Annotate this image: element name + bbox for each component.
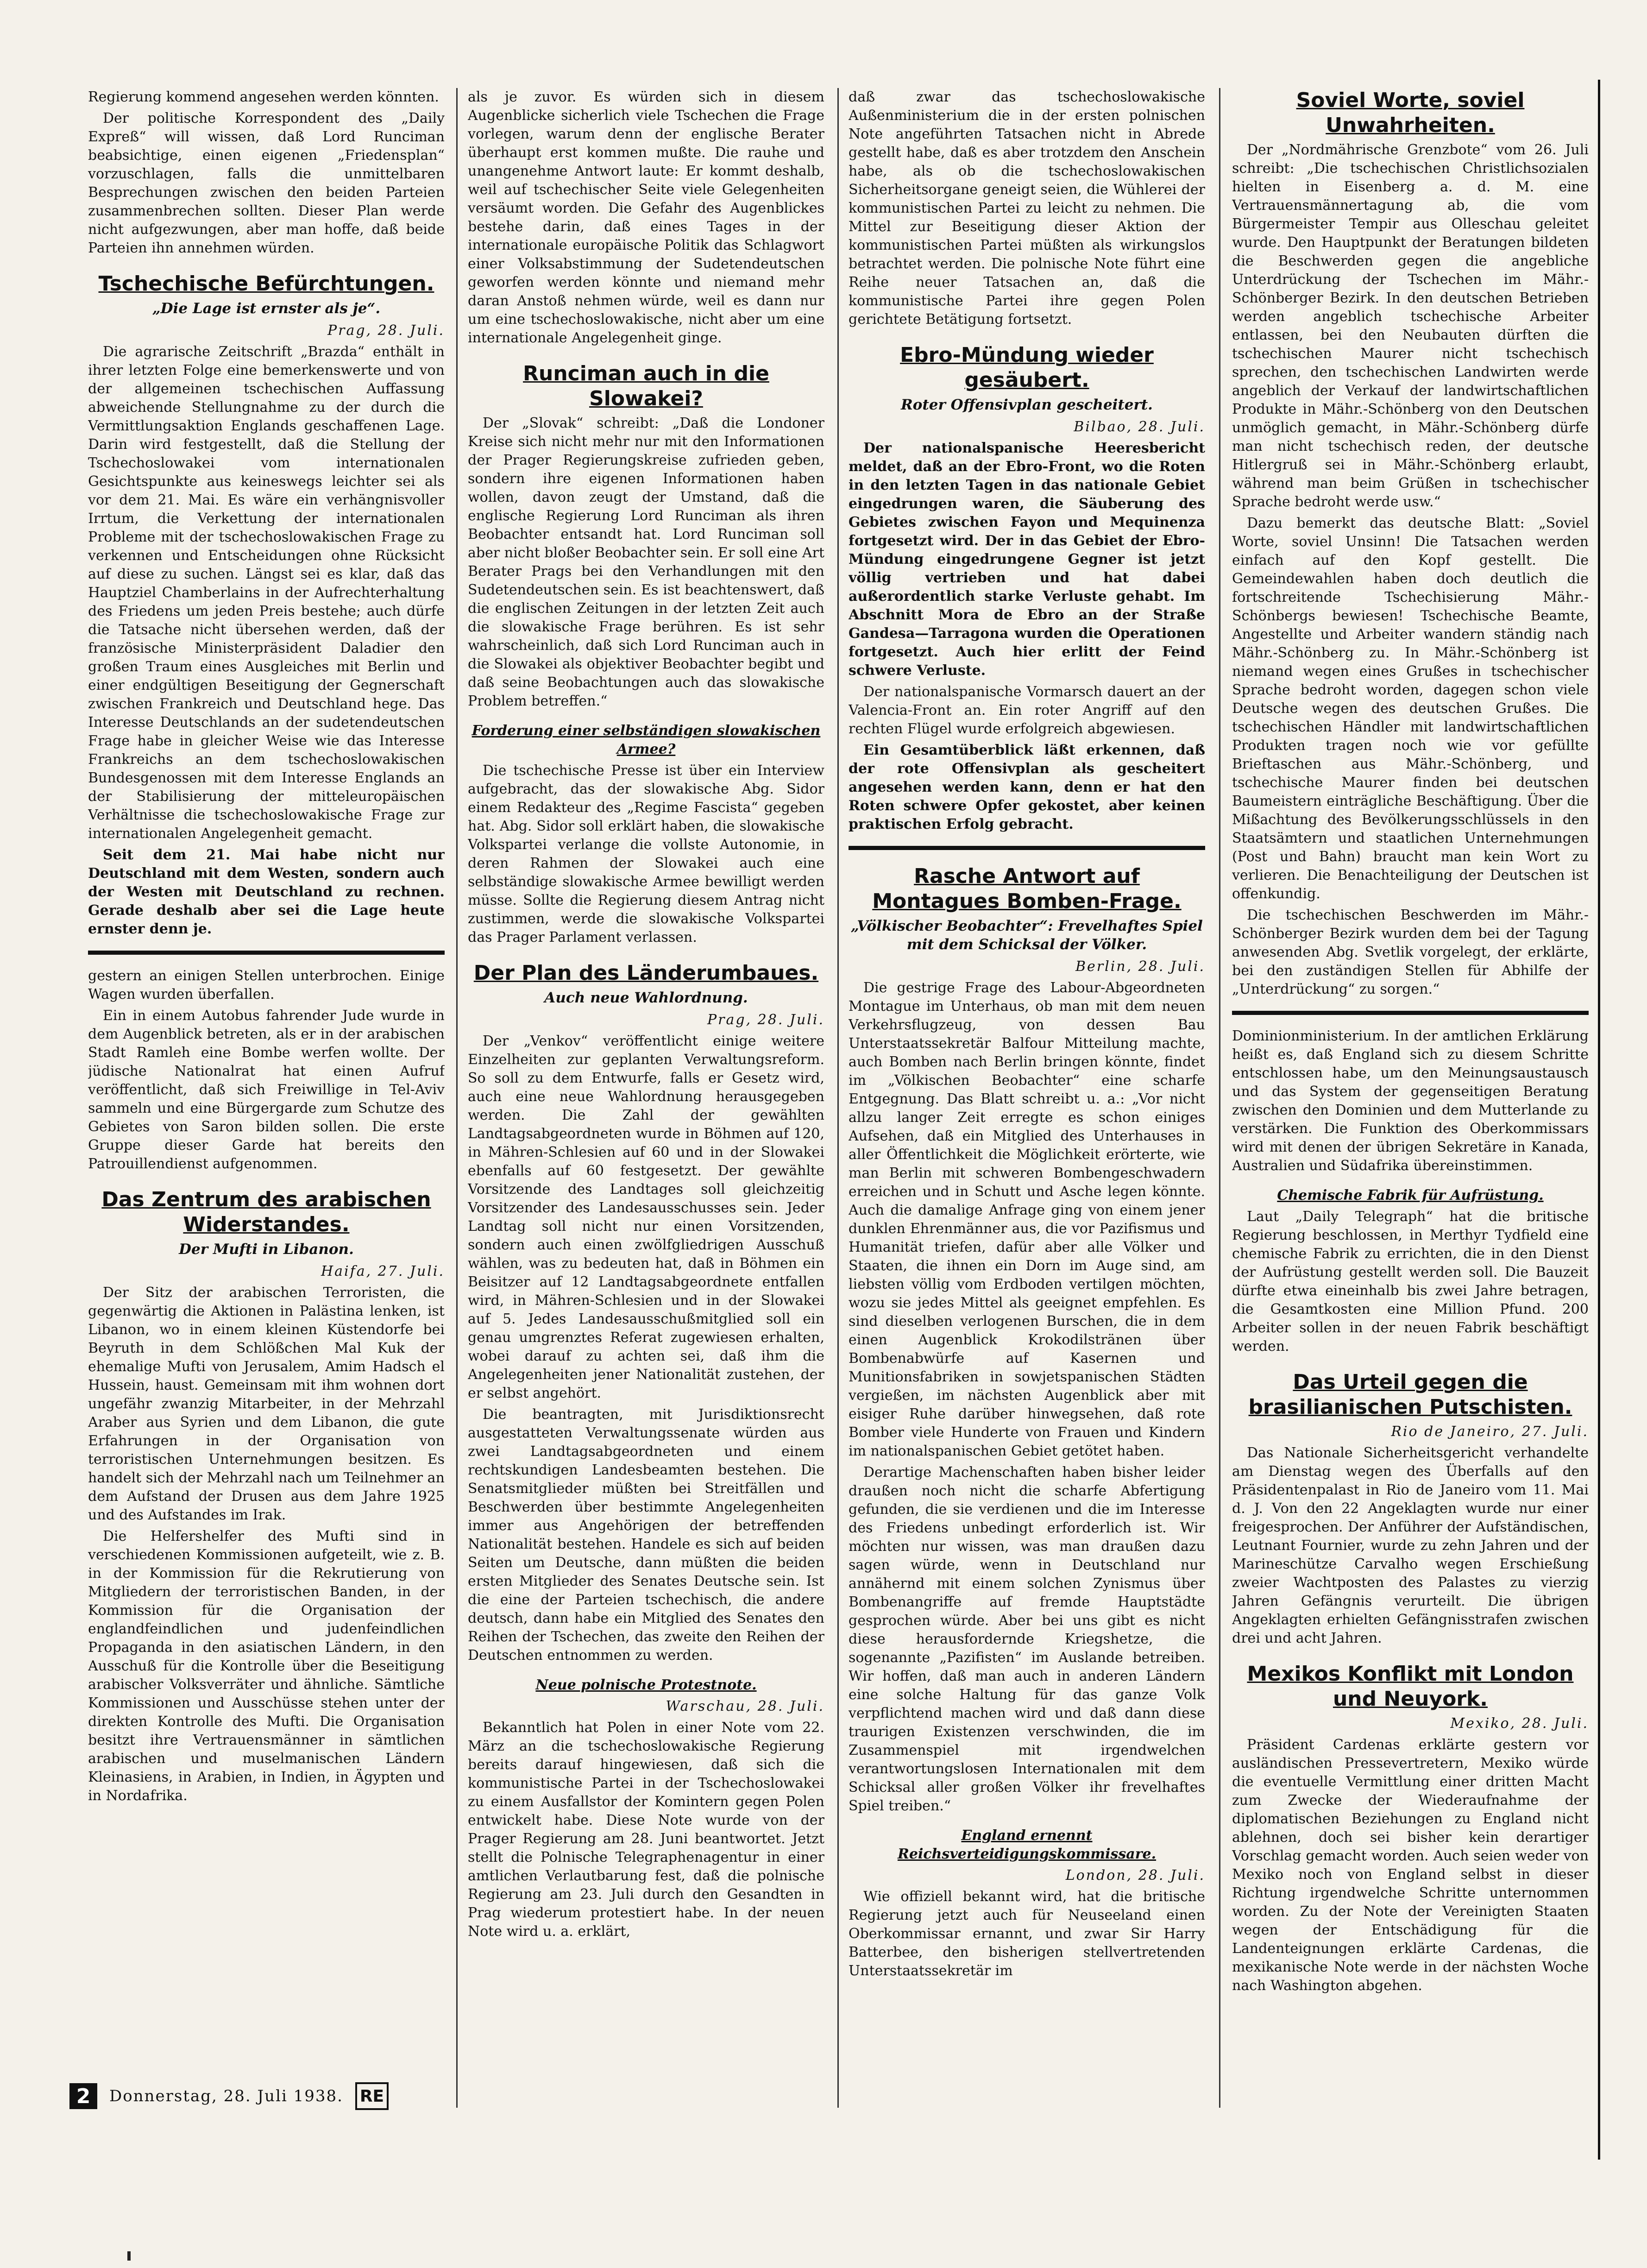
headline-ebro: Ebro-Mündung wieder gesäubert. bbox=[900, 343, 1154, 392]
page-number: 2 bbox=[69, 2083, 97, 2109]
subheadline: Chemische Fabrik für Aufrüstung. bbox=[1277, 1187, 1544, 1203]
headline-montague: Rasche Antwort auf Montagues Bomben-Frage. bbox=[872, 864, 1182, 913]
article-text: gestern an einigen Stellen unterbrochen. Einige Wagen wurden überfallen. bbox=[88, 968, 445, 1002]
article-text: Der „Venkov“ veröffentlicht einige weitere Einzelheiten zur geplanten Verwaltungsreform. So soll zu dem Entwurfe, falls er Gesetz wird, auch eine neue Wahlordnung herausgegeben werden. Die Zahl der gewählten Landtagsabgeordneten wurde in Böhmen auf 120, in Mähren-Schlesien auf 60 und in der Slowakei ebenfalls auf 60 festgesetzt. Der gewählte Vorsitzende des Landtages soll gleichzeitig Vorsitzender des Landesausschusses sein. Jeder Landtag soll nicht nur einen Vorsitzenden, sondern auch einen zwölfgliedrigen Ausschuß wählen, was zu bedeuten hat, daß in Böhmen ein Beisitzer auf 12 Landtagsabgeordnete entfallen wird, in Mähren-Schlesien und in der Slowakei auf 5. Jedes Landesausschußmitglied soll ein genau umgrenztes Referat zugewiesen erhalten, wobei darauf zu achten sei, daß ihm die Angelegenheiten jener Nationalität zustehen, der er selbst angehört. bbox=[468, 1033, 824, 1401]
headline-untruths: Soviel Worte, soviel Unwahrheiten. bbox=[1296, 88, 1525, 137]
subheadline: Neue polnische Protestnote. bbox=[535, 1677, 757, 1693]
article-text: daß zwar das tschechoslowakische Außenministerium die in der ersten polnischen Note angeführten Tatsachen nicht in Abrede gestellt habe, daß es aber trotzdem den Anschein habe, als ob die tschechoslowakischen Sicherheitsorgane geneigt seien, die Wühlerei der kommunistischen Partei zu leicht zu nehmen. Die Mittel zur Beseitigung dieser Aktion der kommunistischen Partei müßten als wirkungslos betrachtet werden. Die polnische Note führt eine Reihe neuer Tatsachen an, daß die kommunistische Partei ihre gegen Polen gerichtete Betätigung fortsetzt. bbox=[849, 89, 1205, 328]
article-text: Laut „Daily Telegraph“ hat die britische Regierung beschlossen, in Merthyr Tydfield eine chemische Fabrik zu errichten, die in den Dienst der Aufrüstung gestellt werden soll. Die Bauzeit dürfte etwa eineinhalb bis zwei Jahre betragen, die Gesamtkosten eine Million Pfund. 200 Arbeiter sollen in der neuen Fabrik beschäftigt werden. bbox=[1232, 1209, 1589, 1354]
headline-arab-resistance: Das Zentrum des arabischen Widerstandes. bbox=[101, 1188, 431, 1236]
column-3 bbox=[849, 88, 1205, 2126]
column-separator bbox=[837, 88, 839, 2108]
dateline: London, 28. Juli. bbox=[1065, 1867, 1205, 1884]
column-2 bbox=[468, 88, 824, 2126]
article-text: Ein Gesamtüberblick läßt erkennen, daß der rote Offensivplan als gescheitert angesehen werden kann, denn er hat den Roten schwere Opfer gekostet, aber keinen praktischen Erfolg gebracht. bbox=[849, 742, 1205, 832]
article-text: Der nationalspanische Vormarsch dauert an der Valencia-Front an. Ein roter Angriff auf den rechten Flügel wurde erfolgreich abgewiesen. bbox=[849, 684, 1205, 737]
column-separator bbox=[456, 88, 458, 2108]
subheadline: „Völkischer Beobachter“: Frevelhaftes Spiel mit dem Schicksal der Völker. bbox=[851, 918, 1203, 953]
dateline: Bilbao, 28. Juli. bbox=[1074, 419, 1205, 435]
column-4 bbox=[1232, 88, 1589, 2126]
subheadline: Auch neue Wahlordnung. bbox=[544, 989, 748, 1006]
article-text: Die tschechischen Beschwerden im Mähr.-Schönberger Bezirk wurden dem bei der Tagung anwesenden Abg. Svetlik vorgelegt, der erklärte, bei den zuständigen Stellen für Abhilfe der „Unterdrückung“ zu sorgen.“ bbox=[1232, 907, 1589, 997]
dateline: Berlin, 28. Juli. bbox=[1075, 958, 1205, 975]
column-1 bbox=[88, 88, 445, 2126]
article-text: Der „Slovak“ schreibt: „Daß die Londoner Kreise sich nicht mehr nur mit den Informationen der Prager Regierungskreise zufrieden geben, sondern ihre eigenen Informationen haben wollen, davon zeugt der Umstand, daß die englische Regierung Lord Runciman als ihren Beobachter entsandt hat. Lord Runciman soll aber nicht bloßer Beobachter sein. Er soll eine Art Berater Prags bei den Verhandlungen mit den Sudetendeutschen sein. Es ist beachtenswert, daß die englischen Zeitungen in der letzten Zeit auch die slowakische Frage berühren. Es ist sehr wahrscheinlich, daß sich Lord Runciman auch in die Slowakei als objektiver Beobachter begibt und daß seine Beobachtungen auch das slowakische Problem betreffen.“ bbox=[468, 415, 824, 709]
page-footer bbox=[69, 2082, 389, 2110]
publisher-logo: RE bbox=[355, 2082, 389, 2110]
section-rule bbox=[88, 951, 445, 955]
article-text: Bekanntlich hat Polen in einer Note vom 22. März an die tschechoslowakische Regierung bereits darauf hingewiesen, daß sich die kommunistische Partei in der Tschechoslowakei zu einem Ausfallstor der Komintern gegen Polen entwickelt habe. Diese Note wurde von der Prager Regierung am 28. Juni beantwortet. Jetzt stellt die Polnische Telegraphenagentur in einer amtlichen Verlautbarung fest, daß die polnische Regierung am 23. Juli durch den Gesandten in Prag wiederum protestiert habe. In der neuen Note wird u. a. erklärt, bbox=[468, 1720, 824, 1940]
article-text: Die agrarische Zeitschrift „Brazda“ enthält in ihrer letzten Folge eine bemerkenswerte und von der allgemeinen tschechischen Auffassung abweichende Stellungnahme zu der durch die Vermittlungsaktion Englands geschaffenen Lage. Darin wird festgestellt, daß die Stellung der Tschechoslowakei vom internationalen Gesichtspunkte aus keineswegs leichter sei als vor dem 21. Mai. Es wäre ein verhängnisvoller Irrtum, die Verkettung der internationalen Probleme mit der tschechoslowakischen Frage zu verkennen und Entscheidungen ohne Rücksicht auf diese zu suchen. Längst sei es klar, daß das Hauptziel Chamberlains in der Aufrechterhaltung des Friedens um jeden Preis bestehe; auch dürfe die Tatsache nicht übersehen werden, daß der französische Ministerpräsident Daladier den großen Traum eines Ausgleiches mit Berlin und einer endgültigen Beseitigung der Gegnerschaft zwischen Frankreich und Deutschland hege. Das Interesse Deutschlands an der sudetendeutschen Frage habe in gleicher Weise wie das Interesse Frankreichs an dem tschechoslowakischen Bundesgenossen mit dem Interesse Englands an der Stabilisierung der mitteleuropäischen Verhältnisse die tschechoslowakische Frage zur internationalen Angelegenheit gemacht. bbox=[88, 344, 445, 842]
article-text: Ein in einem Autobus fahrender Jude wurde in dem Augenblick betreten, als er in der arabischen Stadt Ramleh eine Bombe werfen wollte. Der jüdische Nationalrat hat einen Aufruf veröffentlicht, daß sich Freiwillige in Tel-Aviv sammeln und eine Bürgergarde zum Schutze des Gebietes von Saron bilden sollen. Die erste Gruppe dieser Garde hat bereits den Patrouillendienst aufgenommen. bbox=[88, 1008, 445, 1172]
article-text: Die gestrige Frage des Labour-Abgeordneten Montague im Unterhaus, ob man mit dem neuen Verkehrsflugzeug, von dessen Bau Unterstaatssekretär Balfour Mitteilung machte, auch Bomben nach Berlin bringen könnte, findet im „Völkischen Beobachter“ eine scharfe Entgegnung. Das Blatt schreibt u. a.: „Vor nicht allzu langer Zeit erregte es schon einiges Aufsehen, daß ein Mitglied des Unterhauses in aller Öffentlichkeit die Möglichkeit erörterte, wie man Berlin mit schweren Bombengeschwadern erreichen und in Schutt und Asche legen könnte. Auch die damalige Anfrage ging von einem jener dunklen Ehrenmänner aus, die vor Pazifismus und Humanität triefen, dafür aber alle Völker und Staaten, die ihnen ein Dorn im Auge sind, am liebsten völlig vom Erdboden vertilgen möchten, wozu sie jedes Mittel als geeignet empfehlen. Es sind dieselben verlogenen Burschen, die in dem einen Augenblick Krokodilstränen über Bombenabwürfe auf Kasernen und Munitionsfabriken in sowjetspanischen Städten vergießen, im nächsten Augenblick aber mit eisiger Ruhe darüber hinwegsehen, daß rote Bomber viele Hunderte von Frauen und Kindern im nationalspanischen Gebiet getötet haben. bbox=[849, 980, 1205, 1459]
dateline: Haifa, 27. Juli. bbox=[321, 1263, 445, 1279]
issue-date: Donnerstag, 28. Juli 1938. bbox=[109, 2087, 343, 2105]
subheadline: „Die Lage ist ernster als je“. bbox=[152, 300, 381, 317]
article-text: Derartige Machenschaften haben bisher leider draußen noch nicht die scharfe Abfertigung gefunden, die sie verdienen und die im Interesse des Friedens unbedingt erforderlich ist. Wir möchten nur wissen, was man draußen dazu sagen würde, wenn in Deutschland nur annähernd mit einem solchen Zynismus über Bombenangriffe auf fremde Hauptstädte gesprochen würde. Aber bei uns gibt es nicht diese herausfordernde Kriegshetze, die sogenannte „Pazifisten“ im Auslande betreiben. Wir hoffen, daß man auch in anderen Ländern eine solche Haltung für das ganze Volk verpflichtend machen wird und daß dann diese traurigen Existenzen verschwinden, die im Zusammenspiel mit irgendwelchen verantwortungslosen Internationalen mit dem Schicksal aller großen Völker ihr frevelhaftes Spiel treiben.“ bbox=[849, 1464, 1205, 1814]
article-text: Präsident Cardenas erklärte gestern vor ausländischen Pressevertretern, Mexiko würde die eventuelle Vermittlung einer dritten Macht zum Zwecke der Wiederaufnahme der diplomatischen Beziehungen zu England nicht ablehnen, doch sei bisher kein derartiger Vorschlag gemacht worden. Auch seien weder von Mexiko noch von England selbst in dieser Richtung irgendwelche Schritte unternommen worden. Zu der Note der Vereinigten Staaten wegen der Entschädigung für die Landenteignungen erklärte Cardenas, die mexikanische Note werde in der nächsten Woche nach Washington abgehen. bbox=[1232, 1737, 1589, 1994]
section-rule bbox=[1232, 1011, 1589, 1015]
headline-czech-fears: Tschechische Befürchtungen. bbox=[98, 272, 434, 296]
subheadline: Der Mufti in Libanon. bbox=[179, 1241, 354, 1258]
article-text: Seit dem 21. Mai habe nicht nur Deutschland mit dem Westen, sondern auch der Westen mit Deutschland zu rechnen. Gerade deshalb aber sei die Lage heute ernster denn je. bbox=[88, 847, 445, 937]
article-text: Das Nationale Sicherheitsgericht verhandelte am Dienstag wegen des Überfalls auf den Präsidentenpalast in Rio de Janeiro vom 11. Mai d. J. Von den 22 Angeklagten wurde nur einer freigesprochen. Der Anführer der Aufständischen, Leutnant Fournier, wurde zu zehn Jahren und der Marineschütze Carvalho wegen Erschießung zweier Wachtposten des Palastes zu vierzig Jahren Gefängnis verurteilt. Die übrigen Angeklagten erhielten Gefängnisstrafen zwischen drei und acht Jahren. bbox=[1232, 1445, 1589, 1646]
dateline: Rio de Janeiro, 27. Juli. bbox=[1391, 1424, 1589, 1440]
section-rule bbox=[849, 846, 1205, 850]
headline-brazil: Das Urteil gegen die brasilianischen Putschisten. bbox=[1248, 1370, 1572, 1419]
column-separator bbox=[1219, 88, 1220, 2108]
article-text: Der politische Korrespondent des „Daily Expreß“ will wissen, daß Lord Runciman beabsichtige, einen eigenen „Friedensplan“ vorzuschlagen, falls die unmittelbaren Besprechungen zwischen den beiden Parteien zusammenbrechen sollten. Dieser Plan werde nicht aufgezwungen, aber man hoffe, daß beide Parteien ihn annehmen würden. bbox=[88, 110, 445, 256]
print-mark bbox=[127, 2251, 131, 2261]
headline-mexico: Mexikos Konflikt mit London und Neuyork. bbox=[1247, 1662, 1574, 1711]
article-text: Die beantragten, mit Jurisdiktionsrecht ausgestatteten Verwaltungssenate würden aus zwei Landtagsabgeordneten und einem rechtskundigen Landesbeamten bestehen. Die Senatsmitglieder müßten bei Streitfällen und Beschwerden über bestimmte Angelegenheiten immer aus Angehörigen der betreffenden Nationalität bestehen. Handele es sich auf beiden Seiten um Deutsche, dann müßten die beiden ersten Mitglieder des Senates Deutsche sein. Ist die eine der Parteien tschechisch, die andere deutsch, dann habe ein Mitglied des Senates den Reihen der Tschechen, das zweite den Reihen der Deutschen entnommen zu werden. bbox=[468, 1406, 824, 1663]
dateline: Prag, 28. Juli. bbox=[707, 1012, 824, 1028]
subheadline: England ernennt Reichsverteidigungskommissare. bbox=[897, 1827, 1157, 1862]
article-text: Dazu bemerkt das deutsche Blatt: „Soviel Worte, soviel Unsinn! Die Tatsachen werden einfach auf den Kopf gestellt. Die Gemeindewahlen haben doch deutlich die fortschreitende Tschechisierung Mähr.-Schönbergs bewiesen! Tschechische Beamte, Angestellte und Arbeiter wandern ständig nach Mähr.-Schönberg zu. In Mähr.-Schönberg ist niemand wegen eines Grußes in tschechischer Sprache bedroht worden, dagegen schon viele Deutsche wegen des deutschen Grußes. Die tschechischen Händler mit landwirtschaftlichen Produkten tragen noch wie vor gefüllte Brieftaschen aus Mähr.-Schönberg, und tschechische Maurer finden bei deutschen Baumeistern einträgliche Beschäftigung. Über die Mißachtung des Bevölkerungsschlüssels in den Staatsämtern und staatlichen Unternehmungen (Post und Bahn) braucht man kein Wort zu verlieren. Die Benachteiligung der Deutschen ist offenkundig. bbox=[1232, 515, 1589, 902]
headline-runciman-slovakia: Runciman auch in die Slowakei? bbox=[523, 362, 769, 410]
dateline: Mexiko, 28. Juli. bbox=[1450, 1715, 1589, 1732]
article-text: Regierung kommend angesehen werden könnten. bbox=[88, 89, 439, 105]
article-text: Der „Nordmährische Grenzbote“ vom 26. Juli schreibt: „Die tschechischen Christlichsozialen hielten in Eisenberg a. d. M. eine Vertrauensmännertagung ab, die vom Bürgermeister Tempir aus Olleschau geleitet wurde. Den Hauptpunkt der Beratungen bildeten die Beschwerden gegen die angebliche Unterdrückung der Tschechen im Mähr.-Schönberger Bezirk. In den deutschen Betrieben werden angeblich tschechische Arbeiter entlassen, bei den Neubauten dürften die tschechischen Maurer nicht tschechisch sprechen, den tschechischen Landwirten werde angeblich der Verkauf der landwirtschaftlichen Produkte in Mähr.-Schönberg von den Deutschen unmöglich gemacht, in Mähr.-Schönberg dürfe man nicht tschechisch reden, der deutsche Hitlergruß sei in Mähr.-Schönberg erlaubt, während man beim Grüßen in tschechischer Sprache bedroht werde usw.“ bbox=[1232, 142, 1589, 510]
article-text: Der Sitz der arabischen Terroristen, die gegenwärtig die Aktionen in Palästina lenken, ist Libanon, wo in einem kleinen Küstendorfe bei Beyruth in dem Schlößchen Mal Kuk der ehemalige Mufti von Jerusalem, Amim Hadsch el Hussein, haust. Gemeinsam mit ihm wohnen dort ungefähr zwanzig Mitarbeiter, in der Mehrzahl Araber aus Syrien und dem Libanon, die gute Erfahrungen in der Organisation von terroristischen Unternehmungen besitzen. Es handelt sich der Mehrzahl nach um Teilnehmer an dem Aufstand der Drusen aus dem Jahre 1925 und des Aufstandes im Irak. bbox=[88, 1285, 445, 1523]
headline-land-reform: Der Plan des Länderumbaues. bbox=[473, 961, 819, 985]
subheadline: Roter Offensivplan gescheitert. bbox=[901, 397, 1153, 413]
article-text: Der nationalspanische Heeresbericht meldet, daß an der Ebro-Front, wo die Roten in den letzten Tagen in das nationale Gebiet eingedrungen waren, die Säuberung des Gebietes zwischen Fayon und Mequinenza fortgesetzt wird. Der in das Gebiet der Ebro-Mündung eingedrungene Gegner ist jetzt völlig vertrieben und hat dabei außerordentlich starke Verluste gehabt. Im Abschnitt Mora de Ebro an der Straße Gandesa—Tarragona wurden die Operationen fortgesetzt. Auch hier erlitt der Feind schwere Verluste. bbox=[849, 440, 1205, 679]
subheadline: Forderung einer selbständigen slowakischen Armee? bbox=[471, 723, 821, 757]
article-text: Wie offiziell bekannt wird, hat die britische Regierung jetzt auch für Neuseeland einen Oberkommissar ernannt, und zwar Sir Harry Batterbee, den bisherigen stellvertretenden Unterstaatssekretär im bbox=[849, 1889, 1205, 1979]
article-text: als je zuvor. Es würden sich in diesem Augenblicke sicherlich viele Tschechen die Frage vorlegen, warum denn der englische Berater überhaupt erst kommen mußte. Die rauhe und unangenehme Antwort laute: Er kommt deshalb, weil auf tschechischer Seite viele Gelegenheiten versäumt worden. Die Gefahr des Augenblickes bestehe darin, daß eines Tages in der internationale europäische Politik das Schlagwort einer Volksabstimmung der Sudetendeutschen geworfen werden könnte und niemand mehr daran Anstoß nehmen würde, weil es dann nur um eine tschechoslowakische, nicht aber um eine internationale Angelegenheit ginge. bbox=[468, 89, 824, 346]
article-text: Dominionministerium. In der amtlichen Erklärung heißt es, daß England sich zu diesem Schritte entschlossen habe, um den Meinungsaustausch und das System der gegenseitigen Beratung zwischen den Dominien und dem Mutterlande zu verstärken. Die Funktion des Oberkommissars wird mit denen der übrigen Sekretäre in Kanada, Australien und Südafrika übereinstimmen. bbox=[1232, 1028, 1589, 1174]
dateline: Prag, 28. Juli. bbox=[327, 322, 445, 339]
article-text: Die tschechische Presse ist über ein Interview aufgebracht, das der slowakische Abg. Sidor einem Redakteur des „Regime Fascista“ gegeben hat. Abg. Sidor soll erklärt haben, die slowakische Volkspartei verlange die vollste Autonomie, in deren Rahmen der Slowakei auch eine selbständige slowakische Armee bewilligt werden müsse. Sollte die Regierung diesem Antrag nicht zustimmen, werde die slowakische Volkspartei das Prager Parlament verlassen. bbox=[468, 762, 824, 945]
dateline: Warschau, 28. Juli. bbox=[666, 1698, 824, 1714]
article-text: Die Helfershelfer des Mufti sind in verschiedenen Kommissionen aufgeteilt, wie z. B. in der Kommission für die Rekrutierung von Mitgliedern der terroristischen Banden, in der Kommission für die Organisation der englandfeindlichen und judenfeindlichen Propaganda in den asiatischen Ländern, in den Ausschuß für die Kontrolle über die Beseitigung arabischer Volksverräter und ähnliche. Sämtliche Kommissionen und Ausschüsse stehen unter der direkten Kontrolle des Mufti. Die Organisation besitzt ihre Vertrauensmänner in sämtlichen arabischen und muselmanischen Ländern Kleinasiens, in Arabien, in Indien, in Ägypten und in Nordafrika. bbox=[88, 1528, 445, 1804]
